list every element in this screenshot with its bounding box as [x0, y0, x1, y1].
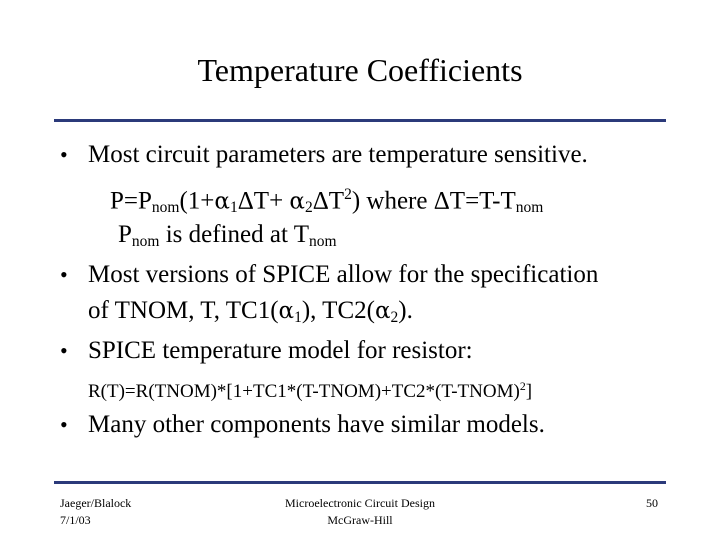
pnom-definition: $P_{nom}$ is defined at $T_{nom}$: [118, 221, 337, 250]
footer-publisher: McGraw-Hill: [327, 513, 393, 527]
formula-line: $P=P_{nom}(1+\alpha_1\Delta T+ \alpha_2\Delta T^2)$ where $\Delta T=T-T_{nom}$: [110, 186, 544, 217]
title-divider: [54, 119, 666, 122]
footer-date: 7/1/03: [60, 513, 91, 527]
resistor-model: R(T)=R(TNOM)*[1+TC1*(T-TNOM)+TC2*(T-TNOM)$^2$]: [88, 380, 533, 403]
bullet-2-text: Most versions of SPICE allow for the specification: [88, 261, 599, 288]
bullet-3-text: SPICE temperature model for resistor:: [88, 337, 473, 364]
bullet-marker: •: [60, 412, 68, 437]
bullet-marker: •: [60, 338, 68, 363]
footer-author-block: [60, 495, 131, 529]
bullet-4-text: Many other components have similar models.: [88, 411, 545, 438]
footer-author: Jaeger/Blalock: [60, 496, 132, 510]
bullet-2-continuation: of TNOM, T, $TC1(\alpha_1)$, $TC2(\alpha_2)$.: [88, 297, 413, 326]
footer-book-block: [240, 495, 480, 529]
footer-divider: [54, 481, 666, 484]
bullet-marker: •: [60, 262, 68, 287]
slide-title: Temperature Coefficients: [197, 52, 523, 88]
page-number: 50: [646, 496, 658, 510]
footer-book-title: Microelectronic Circuit Design: [285, 496, 435, 510]
bullet-1-text: Most circuit parameters are temperature sensitive.: [88, 141, 588, 168]
bullet-marker: •: [60, 142, 68, 167]
